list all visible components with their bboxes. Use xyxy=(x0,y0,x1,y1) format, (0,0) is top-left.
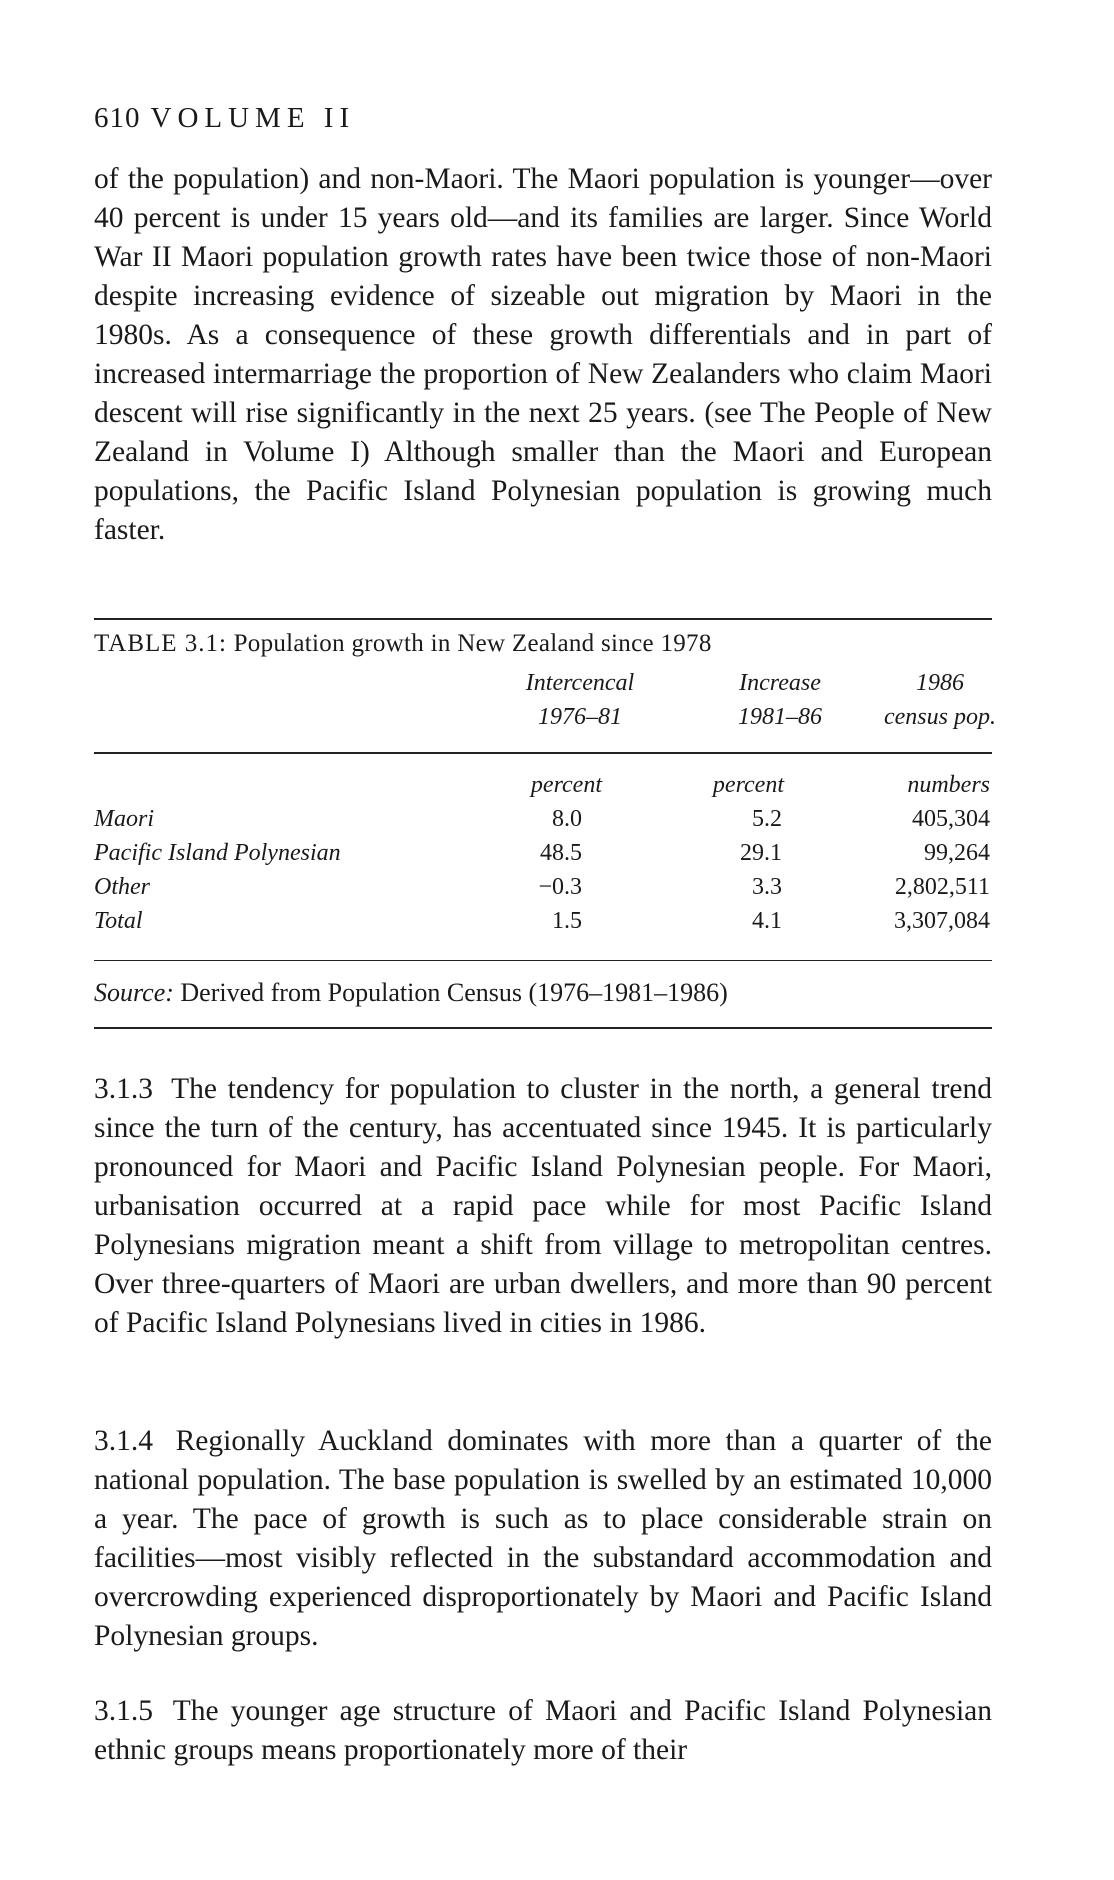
unit-col3: numbers xyxy=(907,772,990,798)
row-label-pacific: Pacific Island Polynesian xyxy=(94,840,341,866)
col-header-census: 1986 census pop. xyxy=(884,670,996,730)
section-3-1-4 xyxy=(94,1422,992,1656)
table-label: TABLE 3.1: xyxy=(94,630,227,657)
col-header-increase: Increase 1981–86 xyxy=(738,670,822,730)
table-cell: 8.0 xyxy=(552,806,582,832)
table-header-rule xyxy=(94,752,992,754)
table-cell: 4.1 xyxy=(752,908,782,934)
table-source xyxy=(94,978,728,1008)
volume-label: VOLUME II xyxy=(150,102,356,134)
section-3-1-5 xyxy=(94,1692,992,1770)
source-label: Source: xyxy=(94,978,174,1007)
table-caption xyxy=(94,630,712,658)
table-cell: 1.5 xyxy=(552,908,582,934)
unit-col1: percent xyxy=(530,772,602,798)
unit-col2: percent xyxy=(712,772,784,798)
table-bottom-rule xyxy=(94,1027,992,1029)
table-cell: 48.5 xyxy=(540,840,582,866)
col-header-intercensal: Intercencal 1976–81 xyxy=(525,670,635,730)
section-number: 3.1.4 xyxy=(94,1425,153,1457)
row-label-total: Total xyxy=(94,908,143,934)
section-number: 3.1.3 xyxy=(94,1073,153,1105)
table-cell: 5.2 xyxy=(752,806,782,832)
table-cell: 29.1 xyxy=(740,840,782,866)
section-3-1-3 xyxy=(94,1070,992,1343)
table-cell: 3.3 xyxy=(752,874,782,900)
intro-paragraph: of the population) and non-Maori. The Maori population is younger—over 40 percent is under 15 years old—and its families are larger. Since World War II Maori population growth rates have been twice those of non-Maori despite increasing evidence of sizeable out migration by Maori in the 1980s. As a consequence of these growth differentials and in part of increased intermarriage the proportion of New Zealanders who claim Maori descent will rise significantly in the next 25 years. (see The People of New Zealand in Volume I) Although smaller than the Maori and European populations, the Pacific Island Polynesian population is growing much faster. xyxy=(94,163,992,546)
table-cell: 2,802,511 xyxy=(894,874,990,900)
table-cell: 405,304 xyxy=(912,806,990,832)
table-cell: 3,307,084 xyxy=(894,908,990,934)
page-header xyxy=(94,102,355,135)
table-source-rule xyxy=(94,960,992,961)
section-number: 3.1.5 xyxy=(94,1695,153,1727)
table-caption-text: Population growth in New Zealand since 1978 xyxy=(233,630,712,657)
section-text: Regionally Auckland dominates with more than a quarter of the national population. The base population is swelled by an estimated 10,000 a year. The pace of growth is such as to place considerable strain on facilities—most visibly reflected in the substandard accommodation and overcrowding experienced disproportionately by Maori and Pacific Island Polynesian groups. xyxy=(94,1425,993,1652)
section-text: The tendency for population to cluster in the north, a general trend since the turn of the century, has accentuated since 1945. It is particularly pronounced for Maori and Pacific Island Polynesian people. For Maori, urbanisation occurred at a rapid pace while for most Pacific Island Polynesians migration meant a shift from village to metropolitan centres. Over three-quarters of Maori are urban dwellers, and more than 90 percent of Pacific Island Polynesians lived in cities in 1986. xyxy=(94,1073,992,1339)
table-cell: 99,264 xyxy=(924,840,990,866)
row-label-other: Other xyxy=(94,874,150,900)
row-label-maori: Maori xyxy=(94,806,154,832)
table-top-rule xyxy=(94,618,992,620)
source-text: Derived from Population Census (1976–1981–1986) xyxy=(180,978,728,1007)
page-number: 610 xyxy=(94,102,141,134)
table-cell: −0.3 xyxy=(538,874,582,900)
section-text: The younger age structure of Maori and Pacific Island Polynesian ethnic groups means proportionately more of their xyxy=(94,1695,992,1766)
